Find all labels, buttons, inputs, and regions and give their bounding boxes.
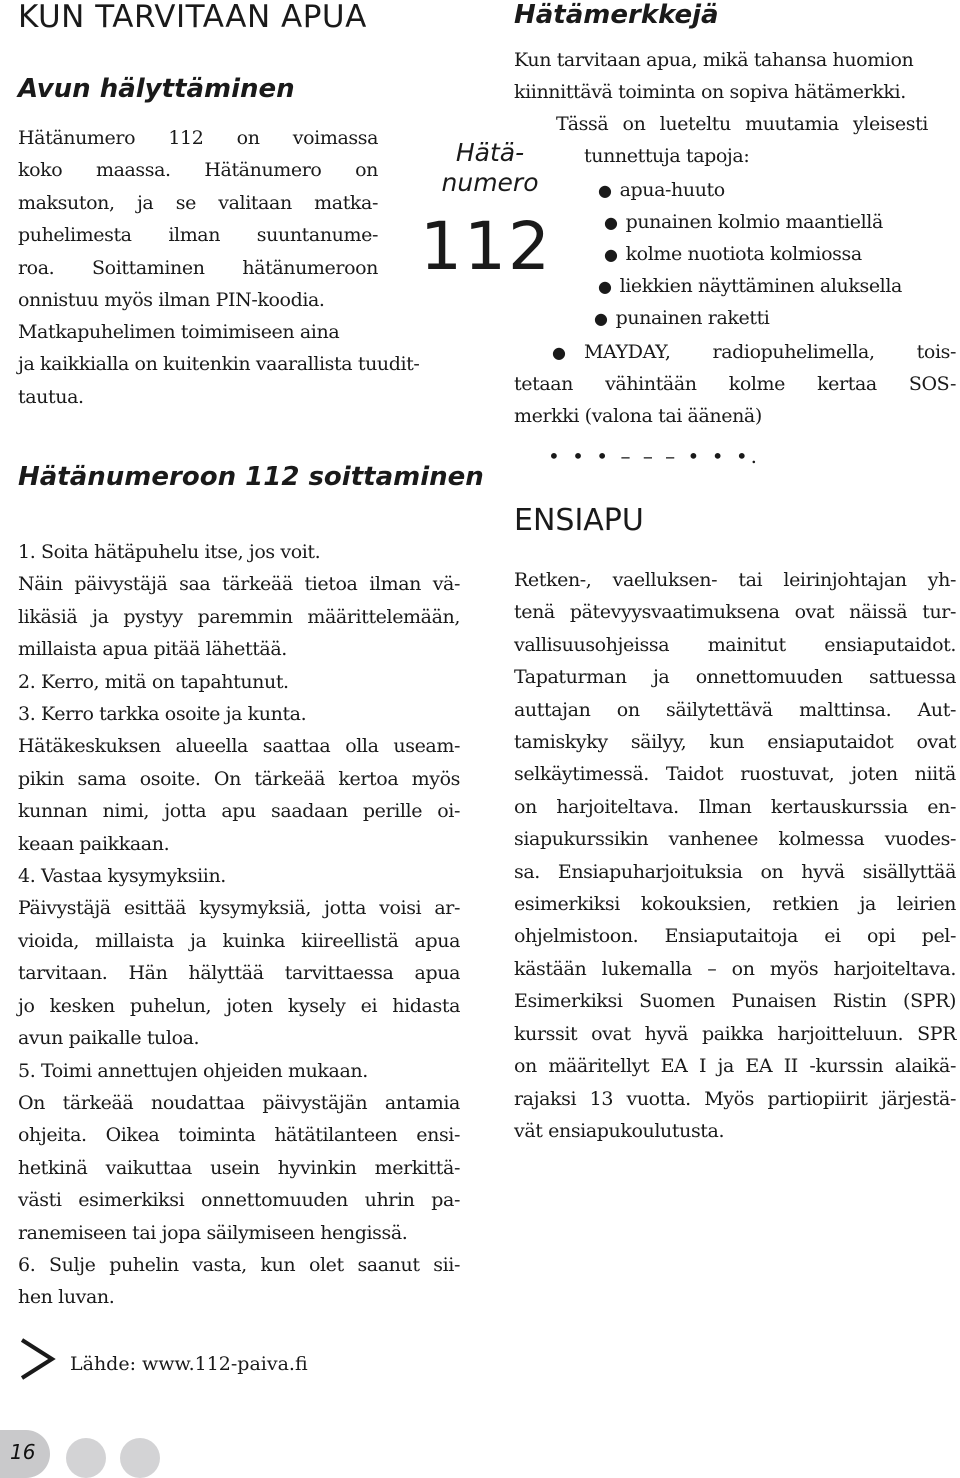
chevron-right-icon <box>18 1334 58 1384</box>
text-line: 3. Kerro tarkka osoite ja kunta. <box>18 703 307 726</box>
text-line: vät ensiapukoulutusta. <box>514 1119 725 1142</box>
text-line: on määritellyt EA I ja EA II -kurssin alaikä- <box>514 1055 956 1078</box>
text-line: ohjeita. Oikea toiminta hätätilanteen ensi- <box>18 1124 460 1147</box>
badge-label <box>440 138 540 198</box>
text-line: keaan paikkaan. <box>18 832 170 855</box>
signals-intro-cont <box>584 140 749 172</box>
text-line: MAYDAY, radiopuhelimella, tois- <box>584 341 956 363</box>
text-line: Hätänumero 112 on voimassa <box>18 127 378 149</box>
alarm-heading: Avun hälyttäminen <box>18 74 295 104</box>
page-number: 16 <box>10 1440 36 1464</box>
text-line: sa. Ensiapuharjoituksia on hyvä sisällyttää <box>514 860 956 883</box>
text-line: 1. Soita hätäpuhelu itse, jos voit. <box>18 541 321 563</box>
text-line: 2. Kerro, mitä on tapahtunut. <box>18 670 289 693</box>
text-line: vioida, millaista ja kuinka kiireellistä apua <box>18 929 460 952</box>
text-line: kiinnittävä toiminta on sopiva hätämerkki. <box>514 81 906 104</box>
alarm-paragraph <box>18 122 378 316</box>
text-line: maksuton, ja se valitaan matka- <box>18 191 378 214</box>
text-line: kästään lukemalla – on myös harjoiteltava. <box>514 957 956 980</box>
text-line: ja kaikkialla on kuitenkin vaarallista tuudit- <box>18 353 420 376</box>
sos-pattern: • • • – – – • • •. <box>548 444 760 468</box>
text-line: västi esimerkiksi onnettomuuden uhrin pa- <box>18 1189 460 1212</box>
text-line: Näin päivystäjä saa tärkeää tietoa ilman vä- <box>18 573 460 596</box>
alarm-paragraph-cont <box>18 316 458 413</box>
text-line: merkki (valona tai äänenä) <box>514 405 762 428</box>
mayday-text-cont <box>514 368 956 433</box>
text-line: siapukurssikin vanhenee kolmessa vuodes- <box>514 828 956 851</box>
mayday-item <box>552 336 574 369</box>
list-item <box>604 238 862 271</box>
bullet-icon: ● <box>598 277 612 296</box>
list-item-label: kolme nuotiota kolmiossa <box>625 243 862 265</box>
firstaid-heading: ENSIAPU <box>514 503 644 538</box>
text-line: esimerkiksi kokouksien, retkien ja leirien <box>514 893 956 916</box>
text-line: selkäytimessä. Taidot ruostuvat, joten niitä <box>514 763 956 786</box>
text-line: kurssit ovat hyvä paikka harjoitteluun. SPR <box>514 1022 956 1045</box>
text-line: ohjelmistoon. Ensiaputaitoja ei opi pel- <box>514 925 956 948</box>
text-line: likäsiä ja pystyy paremmin määrittelemään, <box>18 605 460 628</box>
text-line: onnistuu myös ilman PIN-koodia. <box>18 289 325 312</box>
text-line: tenä pätevyysvaatimuksena ovat näissä tur- <box>514 601 956 624</box>
list-item-label: punainen kolmio maantiellä <box>625 211 883 233</box>
list-item-label: apua-huuto <box>619 179 725 201</box>
text-line: Esimerkiksi Suomen Punaisen Ristin (SPR) <box>514 990 956 1013</box>
text-line: hen luvan. <box>18 1286 115 1309</box>
text-line: On tärkeää noudattaa päivystäjän antamia <box>18 1091 460 1114</box>
text-line: 5. Toimi annettujen ohjeiden mukaan. <box>18 1059 368 1082</box>
text-line: pikin sama osoite. On tärkeää kertoa myös <box>18 767 460 790</box>
text-line: Matkapuhelimen toimimiseen aina <box>18 321 340 343</box>
text-line: tunnettuja tapoja: <box>584 145 750 167</box>
list-item-label: liekkien näyttäminen aluksella <box>619 275 902 297</box>
bullet-icon: ● <box>604 245 618 264</box>
text-line: hetkinä vaikuttaa usein hyvinkin merkittä- <box>18 1156 460 1179</box>
text-line: tautua. <box>18 385 84 408</box>
text-line: Tapaturman ja onnettomuuden sattuessa <box>514 666 956 689</box>
list-item <box>604 206 883 239</box>
text-line: 6. Sulje puhelin vasta, kun olet saanut sii- <box>18 1253 460 1276</box>
badge-label-line: numero <box>441 168 539 197</box>
mayday-text <box>584 336 956 368</box>
text-line: tamiskyky säilyy, kun ensiaputaidot ovat <box>514 731 956 754</box>
bullet-icon: ● <box>594 309 608 328</box>
decorative-dot <box>120 1438 160 1478</box>
bullet-icon: ● <box>552 343 566 362</box>
text-line: on harjoiteltava. Ilman kertauskurssia en- <box>514 795 956 818</box>
list-item <box>594 302 769 335</box>
source-credit: Lähde: www.112-paiva.fi <box>70 1353 308 1375</box>
text-line: vallisuusohjeissa mainitut ensiaputaidot. <box>514 633 956 656</box>
text-line: avun paikalle tuloa. <box>18 1027 200 1050</box>
text-line: Päivystäjä esittää kysymyksiä, jotta voisi ar- <box>18 897 460 920</box>
text-line: kunnan nimi, jotta apu saadaan perille oi- <box>18 800 460 823</box>
bullet-icon: ● <box>604 213 618 232</box>
text-line: puhelimesta ilman suuntanume- <box>18 224 378 247</box>
text-line: 4. Vastaa kysymyksiin. <box>18 865 226 888</box>
list-item <box>598 174 725 207</box>
text-line: Kun tarvitaan apua, mikä tahansa huomion <box>514 49 914 71</box>
call-instructions <box>18 536 460 1314</box>
signals-heading: Hätämerkkejä <box>514 0 719 30</box>
text-line: ranemiseen tai jopa säilymiseen hengissä. <box>18 1221 408 1244</box>
bullet-icon: ● <box>598 181 612 200</box>
text-line: jo kesken puhelun, joten kysely ei hidasta <box>18 994 460 1017</box>
text-line: rajaksi 13 vuotta. Myös partiopiirit järjestä- <box>514 1087 956 1110</box>
badge-number: 112 <box>420 208 552 285</box>
signals-intro <box>514 44 956 109</box>
text-line: auttajan on säilytettävä malttinsa. Aut- <box>514 698 956 721</box>
decorative-dot <box>66 1438 106 1478</box>
call-heading: Hätänumeroon 112 soittaminen <box>18 462 484 492</box>
text-line: Hätäkeskuksen alueella saattaa olla useam- <box>18 735 460 758</box>
list-item <box>598 270 902 303</box>
text-line: roa. Soittaminen hätänumeroon <box>18 256 378 279</box>
signals-intro-cont <box>556 108 928 140</box>
text-line: Retken-, vaelluksen- tai leirinjohtajan yh- <box>514 569 956 591</box>
badge-label-line: Hätä- <box>455 138 525 167</box>
text-line: millaista apua pitää lähettää. <box>18 638 287 661</box>
text-line: koko maassa. Hätänumero on <box>18 159 378 182</box>
firstaid-paragraph <box>514 564 956 1147</box>
text-line: tarvitaan. Hän hälyttää tarvittaessa apua <box>18 962 460 985</box>
list-item-label: punainen raketti <box>615 307 770 329</box>
text-line: Tässä on lueteltu muutamia yleisesti <box>556 113 928 135</box>
text-line: tetaan vähintään kolme kertaa SOS- <box>514 373 956 395</box>
page-title: KUN TARVITAAN APUA <box>18 0 367 35</box>
